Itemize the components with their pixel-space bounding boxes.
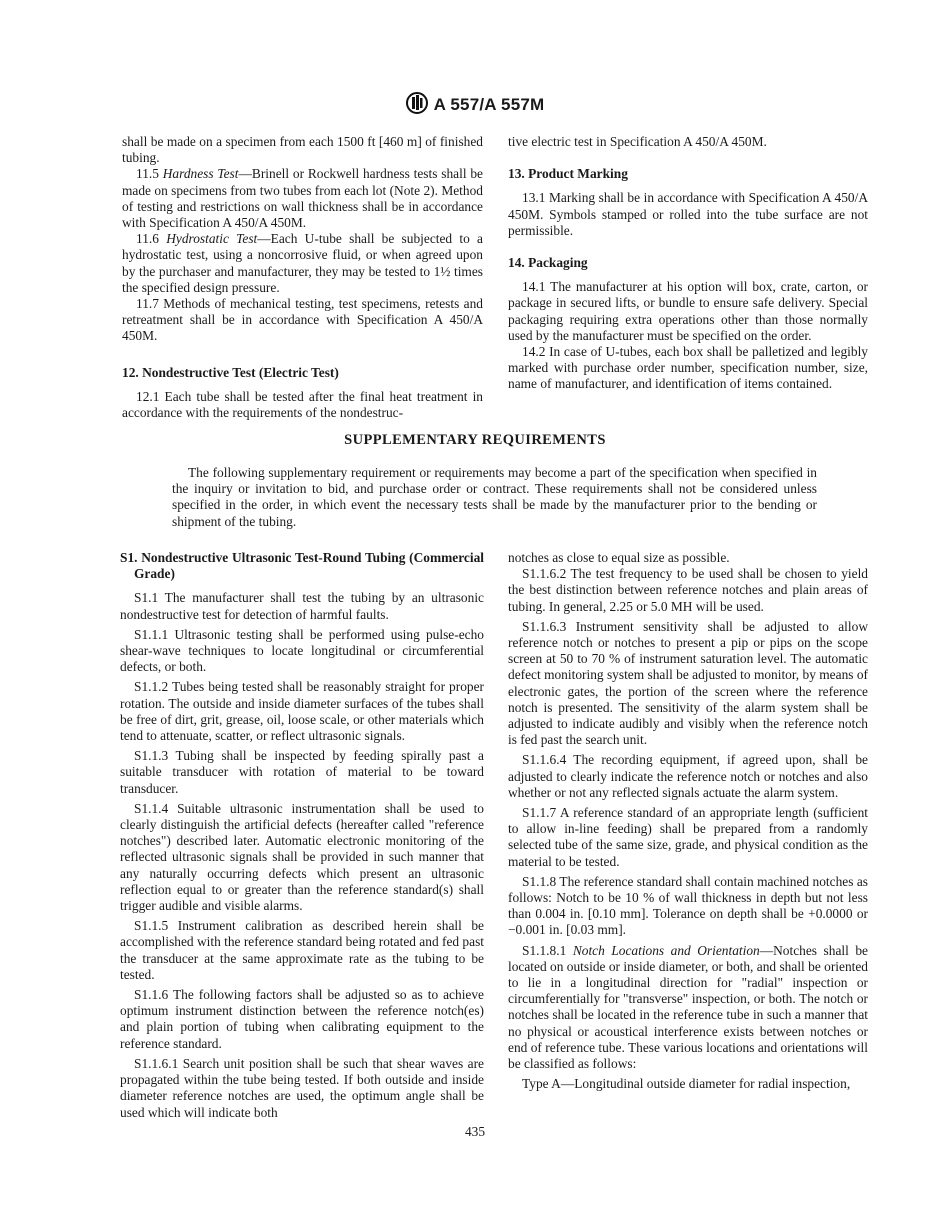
paragraph-11-5: 11.5 Hardness Test—Brinell or Rockwell hardness tests shall be made on specimens from two tubes from each lot (Note 2). Method of testing and restrictions on wall thickness shall be in accordance with Specification A 450/A 450M.: [122, 166, 483, 231]
section-14-heading: 14. Packaging: [508, 255, 588, 271]
paragraph-s1-1-6-4: S1.1.6.4 The recording equipment, if agreed upon, shall be adjusted to clearly indicate the reference notch or notches and also whether or not any reflected signals actuate the alarm system.: [508, 752, 868, 800]
paragraph-s1-1-7: S1.1.7 A reference standard of an appropriate length (sufficient to allow in-line feeding) shall be prepared from a randomly selected tube of the same size, grade, and physical condition as the material to be tested.: [508, 805, 868, 869]
paragraph-s1-1-8-1: S1.1.8.1 Notch Locations and Orientation—Notches shall be located on outside or inside diameter, or both, and shall be oriented to lie in a longitudinal direction for "radial" inspection or circumferentially for "transverse" inspection, or both. The notch or notches shall be located in the reference tube in such a manner that no physical or acoustical interference exists between notches or end of reference tube. These various locations and orientations will be classified as follows:: [508, 942, 868, 1072]
paragraph-s1-1-5: S1.1.5 Instrument calibration as described herein shall be accomplished with the reference standard being rotated and fed past the transducer at the same approximate rate as the tubing to be tested.: [120, 918, 484, 982]
right-column-top: [508, 134, 868, 393]
designation: A 557/A 557M: [433, 95, 545, 114]
paragraph-s1-1-6-3: S1.1.6.3 Instrument sensitivity shall be adjusted to allow reference notch or notches to present a pip or pips on the scope screen at 50 to 70 % of instrument saturation level. The automatic defect monitoring system shall be adjusted to monitor, by means of electronic gates, the portion of the screen where the reference notch is presented. The sensitivity of the alarm system shall be adjusted to indicate audibly and visibly when the reference notch is fed past the search unit.: [508, 618, 868, 748]
supplementary-intro: The following supplementary requirement or requirements may become a part of the specification when specified in the inquiry or invitation to bid, and purchase order or contract. These requirements shall not be considered unless specified in the order, in which event the necessary tests shall be made by the manufacturer prior to the bending or shipment of the tubing.: [172, 465, 817, 529]
paragraph-s1-1-8: S1.1.8 The reference standard shall contain machined notches as follows: Notch to be 10 % of wall thickness in depth but not less than 0.004 in. [0.10 mm]. Tolerance on depth shall be +0.0000 or −0.001 in. [0.03 mm].: [508, 873, 868, 938]
paragraph-14-2: 14.2 In case of U-tubes, each box shall be palletized and legibly marked with purchase order number, specification number, size, name of manufacturer, and identification of items contained.: [508, 344, 868, 392]
page-header: [0, 92, 950, 119]
left-column-top: [122, 134, 483, 421]
paragraph-13-1: 13.1 Marking shall be in accordance with Specification A 450/A 450M. Symbols stamped or rolled into the tube surface are not permissible.: [508, 190, 868, 238]
astm-logo-icon: [406, 92, 428, 119]
paragraph-11-4-cont: shall be made on a specimen from each 1500 ft [460 m] of finished tubing.: [122, 134, 483, 166]
supplementary-title: SUPPLEMENTARY REQUIREMENTS: [344, 432, 606, 448]
section-s1-heading: S1. Nondestructive Ultrasonic Test-Round Tubing (Commercial Grade): [120, 550, 484, 582]
left-column-bottom: [120, 550, 484, 1121]
hydrostatic-test-title: Hydrostatic Test: [166, 231, 258, 247]
right-column-bottom: [508, 550, 868, 1093]
paragraph-type-a: Type A—Longitudinal outside diameter for radial inspection,: [522, 1076, 851, 1092]
section-12-heading: 12. Nondestructive Test (Electric Test): [122, 364, 339, 380]
paragraph-14-1: 14.1 The manufacturer at his option will box, crate, carton, or package in secured lifts, or bundle to ensure safe delivery. Special packaging requiring extra operations other than those normally used by the manufacturer must be specified on the order.: [508, 279, 868, 343]
notch-locations-title: Notch Locations and Orientation: [572, 942, 760, 958]
paragraph-11-7: 11.7 Methods of mechanical testing, test specimens, retests and retreatment shall be in accordance with Specification A 450/A 450M.: [122, 296, 483, 344]
paragraph-11-6: 11.6 Hydrostatic Test—Each U-tube shall be subjected to a hydrostatic test, using a noncorrosive fluid, or when agreed upon by the purchaser and manufacturer, they may be tested to 1½ times the specified design pressure.: [122, 231, 483, 295]
paragraph-s1-1-2: S1.1.2 Tubes being tested shall be reasonably straight for proper rotation. The outside and inside diameter surfaces of the tubes shall be free of dirt, grit, grease, oil, loose scale, or other materials which tend to attenuate, scatter, or reflect ultrasonic signals.: [120, 679, 484, 744]
paragraph-12-1-cont: tive electric test in Specification A 450/A 450M.: [508, 134, 767, 149]
paragraph-s1-1-6: S1.1.6 The following factors shall be adjusted so as to achieve optimum instrument distinction between the reference notch(es) and plain portion of tubing when calibrating equipment to the reference standard.: [120, 987, 484, 1051]
page-number: 435: [464, 1124, 486, 1139]
section-13-heading: 13. Product Marking: [508, 166, 628, 182]
paragraph-s1-1: S1.1 The manufacturer shall test the tubing by an ultrasonic nondestructive test for detection of harmful faults.: [120, 590, 484, 622]
paragraph-s1-1-6-2: S1.1.6.2 The test frequency to be used shall be chosen to yield the best distinction between reference notches and plain areas of tubing. In general, 2.25 or 5.0 MH will be used.: [508, 566, 868, 614]
paragraph-s1-1-6-1: S1.1.6.1 Search unit position shall be such that shear waves are propagated within the tube being tested. If both outside and inside diameter reference notches are used, the optimum angle shall be used which will indicate both: [120, 1055, 484, 1120]
hardness-test-title: Hardness Test: [162, 166, 239, 182]
paragraph-s1-1-6-1-cont: notches as close to equal size as possible.: [508, 550, 730, 565]
paragraph-s1-1-1: S1.1.1 Ultrasonic testing shall be performed using pulse-echo shear-wave techniques to locate longitudinal or circumferential defects, or both.: [120, 626, 484, 675]
paragraph-12-1: 12.1 Each tube shall be tested after the final heat treatment in accordance with the requirements of the nondestruc-: [122, 388, 483, 421]
paragraph-s1-1-3: S1.1.3 Tubing shall be inspected by feeding spirally past a suitable transducer with rotation of material to be toward transducer.: [120, 748, 484, 796]
paragraph-s1-1-4: S1.1.4 Suitable ultrasonic instrumentation shall be used to clearly distinguish the artificial defects (hereafter called "reference notches") described later. Automatic electronic monitoring of the reflected ultrasonic signals shall be provided in such manner that any naturally occurring defects which present an ultrasonic reflection equal to or greater than the reference standard(s) shall trigger audible and visible alarms.: [120, 800, 484, 914]
